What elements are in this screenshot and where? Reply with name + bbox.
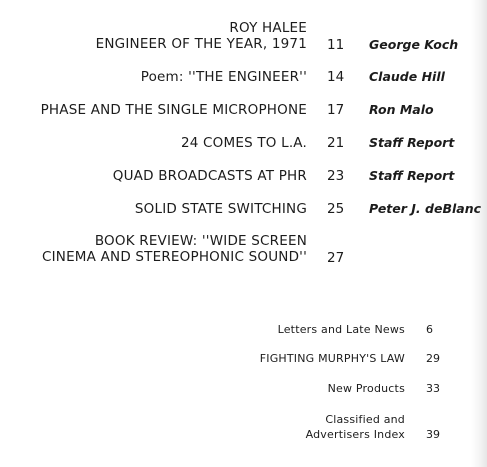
toc-entry-author: Ron Malo [369,102,434,117]
toc-entry-page: 25 [327,201,345,217]
toc-entry-author: Staff Report [369,168,455,183]
department-page: 39 [426,428,440,441]
toc-entry-title [141,69,307,85]
toc-entry-title [41,102,307,118]
department-title-line: Letters and Late News [277,323,405,336]
toc-entry-page: 17 [327,102,345,118]
toc-entry-title-line: ENGINEER OF THE YEAR, 1971 [95,36,307,52]
toc-entry-page: 14 [327,69,345,85]
toc-entry-page: 11 [327,37,345,53]
toc-entry-author: Staff Report [369,135,455,150]
toc-entry-title [42,233,307,265]
toc-entry-author: Claude Hill [369,69,445,84]
toc-entry-title [113,168,307,184]
toc-entry-title-line: QUAD BROADCASTS AT PHR [112,168,307,184]
department-title [260,351,405,366]
department-title-line: Classified and [325,413,405,426]
toc-entry-title-line: SOLID STATE SWITCHING [134,201,307,217]
department-title-line: New Products [327,382,405,395]
toc-entry-author: Peter J. deBlanc [369,201,482,216]
toc-entry-title-line: Poem: ''THE ENGINEER'' [140,69,307,85]
department-page: 29 [426,352,440,365]
toc-entry-title-line: BOOK REVIEW: ''WIDE SCREEN [94,233,307,249]
department-page: 33 [426,382,440,395]
department-title-line: Advertisers Index [305,428,405,441]
toc-entry-title [96,20,307,52]
department-title [328,381,405,396]
toc-entry-title [181,135,307,151]
toc-entry-title-line: 24 COMES TO L.A. [180,135,307,151]
toc-entry-author: George Koch [369,37,459,52]
toc-entry-title [135,201,307,217]
department-title [306,412,405,442]
department-title-line: FIGHTING MURPHY'S LAW [259,352,405,365]
toc-entry-title-line: ROY HALEE [229,20,307,36]
toc-entry-title-line: PHASE AND THE SINGLE MICROPHONE [40,102,307,118]
department-title [278,322,405,337]
toc-entry-page: 23 [327,168,345,184]
department-page: 6 [426,323,433,336]
toc-entry-page: 27 [327,250,345,266]
toc-entry-page: 21 [327,135,345,151]
toc-entry-title-line: CINEMA AND STEREOPHONIC SOUND'' [41,249,307,265]
